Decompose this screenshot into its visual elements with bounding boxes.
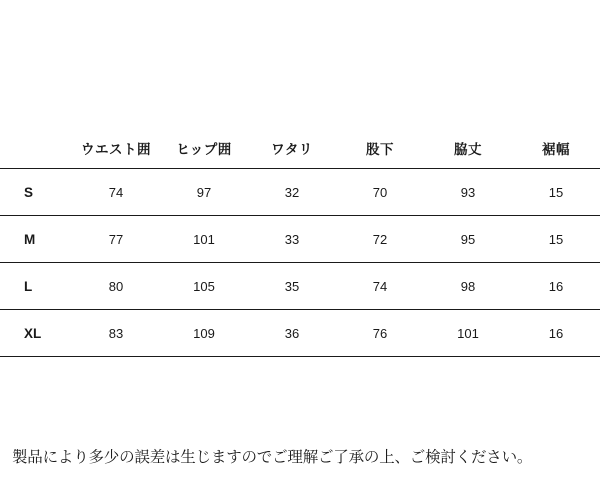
cell-m-sidelength: 95 [424,216,512,263]
table-row [0,310,600,357]
table-row [0,169,600,216]
cell-m-hem: 15 [512,216,600,263]
column-header-thigh: ワタリ [271,142,313,157]
column-header-hip: ヒップ囲 [176,142,232,157]
cell-s-sidelength: 93 [424,169,512,216]
size-table [0,128,600,357]
cell-l-sidelength: 98 [424,263,512,310]
cell-s-inseam: 70 [336,169,424,216]
cell-l-inseam: 74 [336,263,424,310]
cell-s-thigh: 32 [248,169,336,216]
column-header-waist: ウエスト囲 [81,142,151,157]
row-label-s: S [0,169,72,216]
cell-xl-hip: 109 [160,310,248,357]
row-label-xl: XL [0,310,72,357]
cell-m-hip: 101 [160,216,248,263]
cell-l-thigh: 35 [248,263,336,310]
cell-l-hip: 105 [160,263,248,310]
cell-m-inseam: 72 [336,216,424,263]
cell-m-thigh: 33 [248,216,336,263]
cell-xl-thigh: 36 [248,310,336,357]
cell-m-waist: 77 [72,216,160,263]
row-label-l: L [0,263,72,310]
cell-xl-hem: 16 [512,310,600,357]
cell-s-hem: 15 [512,169,600,216]
cell-xl-inseam: 76 [336,310,424,357]
row-label-m: M [0,216,72,263]
column-header-inseam: 股下 [366,142,394,157]
cell-l-waist: 80 [72,263,160,310]
size-table-header-row [0,128,600,169]
cell-s-hip: 97 [160,169,248,216]
table-row [0,263,600,310]
cell-xl-waist: 83 [72,310,160,357]
cell-s-waist: 74 [72,169,160,216]
cell-xl-sidelength: 101 [424,310,512,357]
size-table-body [0,169,600,357]
cell-l-hem: 16 [512,263,600,310]
size-table-head [0,128,600,169]
disclaimer-note: 製品により多少の誤差は生じますのでご理解ご了承の上、ご検討ください。 [12,449,533,466]
column-header-hem: 裾幅 [542,142,570,157]
size-table-corner-cell [0,128,72,169]
column-header-sidelength: 脇丈 [454,142,482,157]
table-row [0,216,600,263]
